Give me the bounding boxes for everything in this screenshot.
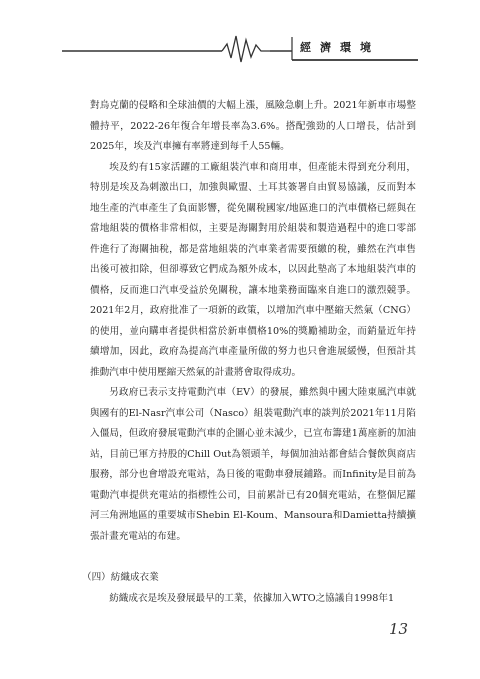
header-title: 經濟環境 [300,41,380,54]
paragraph-4: 紡織成衣是埃及發展最早的工業，依據加入WTO之協議自1998年1 [109,593,395,604]
header-wave-icon [0,0,480,70]
paragraph-2: 埃及約有15家活躍的工廠組裝汽車和商用車，但產能未得到充分利用，特別是埃及為刺激出口，加強與歐盟、土耳其簽署自由貿易協議，反而對本地生產的汽車產生了負面影響，從免關稅國家/地區進口的汽車價格已經與在當地組裝的價格非常相似，主要是海關對用於組裝和製造過程中的進口零部件進行了海關抽稅，都是當地組裝的汽車業者需要預繳的稅，雖然在汽車售出後可被扣除，但卻導致它們成為額外成本，以因此墊高了本地組裝汽車的價格，反而進口汽車受益於免關稅，讓本地業務面臨來自進口的激烈競爭。2021年2月，政府批准了一項新的政策，以增加汽車中壓縮天然氣（CNG）的使用，並向購車者提供相當於新車價格10%的獎勵補助金，而銷量近年持續增加，因此，政府為提高汽車產量所做的努力也只會進展緩慢，但預計其推動汽車中使用壓縮天然氣的計畫將會取得成功。 [90,161,416,378]
section-heading: （四）紡織成衣業 [82,572,159,583]
page-number: 13 [389,620,409,638]
page-header [0,0,480,70]
paragraph-3: 另政府已表示支持電動汽車（EV）的發展，雖然與中國大陸東風汽車就與國有的El-Nasr汽車公司（Nasco）組裝電動汽車的談判於2021年11月陷入僵局，但政府發展電動汽車的企圖心並未減少，已宣布籌建1萬座新的加油站，目前已軍方持股的Chill Out為領頭羊，每個加油站都會結合餐飲與商店服務，部分也會增設充電站，為日後的電動車發展鋪路。而Infinity是目前為電動汽車提供充電站的指標性公司，目前累計已有20個充電站，在整個尼羅河三角洲地區的重要城市Shebin El-Koum、Mansoura和Damietta持續擴張計畫充電站的布建。 [90,387,416,542]
paragraph-1: 對烏克蘭的侵略和全球油價的大幅上漲，風險急劇上升。2021年新車市場整體持平，2022-26年復合年增長率為3.6%。搭配強勁的人口增長，估計到2025年，埃及汽車擁有率將達到每千人55輛。 [90,100,416,152]
body-text [90,96,416,547]
